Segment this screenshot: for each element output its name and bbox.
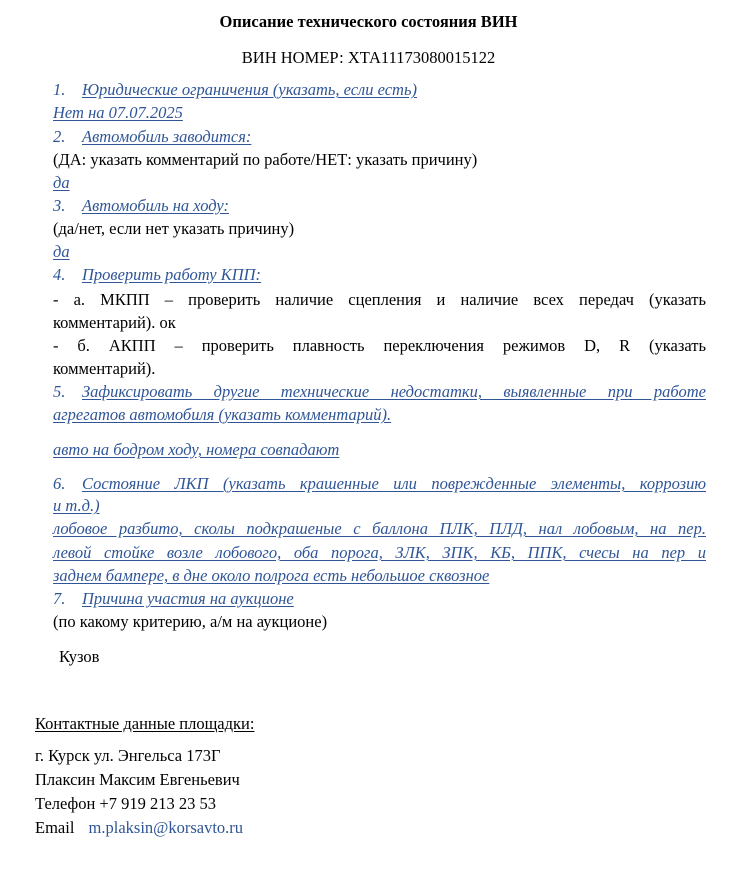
item-1-heading-text: Юридические ограничения (указать, если есть) — [82, 80, 417, 99]
item-4-heading-text: Проверить работу КПП: — [82, 265, 262, 284]
item-4-number: 4. — [53, 265, 66, 284]
contacts-email-row — [35, 818, 243, 838]
item-3-heading — [53, 196, 229, 216]
contacts-heading: Контактные данные площадки: — [35, 714, 255, 733]
item-6-answer-line3: заднем бампере, в дне около полрога есть небольшое сквозное — [53, 566, 490, 585]
item-7-heading — [53, 589, 294, 609]
contacts-address: г. Курск ул. Энгельса 173Г — [35, 746, 221, 765]
item-2-answer: да — [53, 173, 70, 192]
item-2-heading-text: Автомобиль заводится: — [82, 127, 252, 146]
contacts-email-label: Email — [35, 818, 75, 837]
item-4-sub-b-line1: - б. АКПП – проверить плавность переключения режимов D, R (указать — [53, 336, 706, 355]
item-6-number: 6. — [53, 474, 66, 493]
contacts-person: Плаксин Максим Евгеньевич — [35, 770, 240, 789]
item-6-answer-line2: левой стойке возле лобового, оба порога, ЗЛК, ЗПК, КБ, ППК, счесы на пер и — [53, 543, 706, 562]
item-2-heading — [53, 127, 251, 147]
item-6-heading-line2: и т.д.) — [53, 496, 100, 515]
vin-number: ВИН НОМЕР: ХТА11173080015122 — [241, 48, 496, 67]
item-3-heading-text: Автомобиль на ходу: — [82, 196, 229, 215]
item-5-number: 5. — [53, 382, 66, 401]
item-6-heading-line1 — [53, 472, 706, 495]
item-7-number: 7. — [53, 589, 66, 608]
item-4-heading — [53, 265, 261, 285]
item-4-sub-b-line2: комментарий). — [53, 359, 156, 378]
item-7-instruction: (по какому критерию, а/м на аукционе) — [53, 612, 328, 631]
item-1-heading — [53, 80, 417, 100]
item-2-number: 2. — [53, 127, 66, 146]
item-4-sub-a-line1: - а. МКПП – проверить наличие сцепления и наличие всех передач (указать — [53, 290, 706, 309]
item-5-heading-text: Зафиксировать другие технические недостатки, выявленные при работе — [82, 382, 706, 401]
item-1-answer: Нет на 07.07.2025 — [53, 103, 183, 122]
item-3-number: 3. — [53, 196, 66, 215]
document-title: Описание технического состояния ВИН — [219, 12, 518, 31]
item-2-instruction: (ДА: указать комментарий по работе/НЕТ: указать причину) — [53, 150, 478, 169]
item-3-instruction: (да/нет, если нет указать причину) — [53, 219, 295, 238]
item-5-heading-line2: агрегатов автомобиля (указать комментарий). — [53, 405, 392, 424]
contacts-phone: Телефон +7 919 213 23 53 — [35, 794, 216, 813]
item-5-answer: авто на бодром ходу, номера совпадают — [53, 440, 340, 459]
item-6-heading-text: Состояние ЛКП (указать крашенные или поврежденные элементы, коррозию — [82, 474, 706, 493]
item-6-answer-line1: лобовое разбито, сколы подкрашеные с баллона ПЛК, ПЛД, нал лобовым, на пер. — [53, 519, 706, 538]
item-7-answer: Кузов — [59, 647, 100, 666]
item-7-heading-text: Причина участия на аукционе — [82, 589, 294, 608]
item-1-number: 1. — [53, 80, 66, 99]
item-5-heading-line1 — [53, 380, 706, 403]
item-4-sub-a-line2: комментарий). ок — [53, 313, 176, 332]
item-3-answer: да — [53, 242, 70, 261]
contacts-email-link[interactable]: m.plaksin@korsavto.ru — [88, 818, 244, 837]
